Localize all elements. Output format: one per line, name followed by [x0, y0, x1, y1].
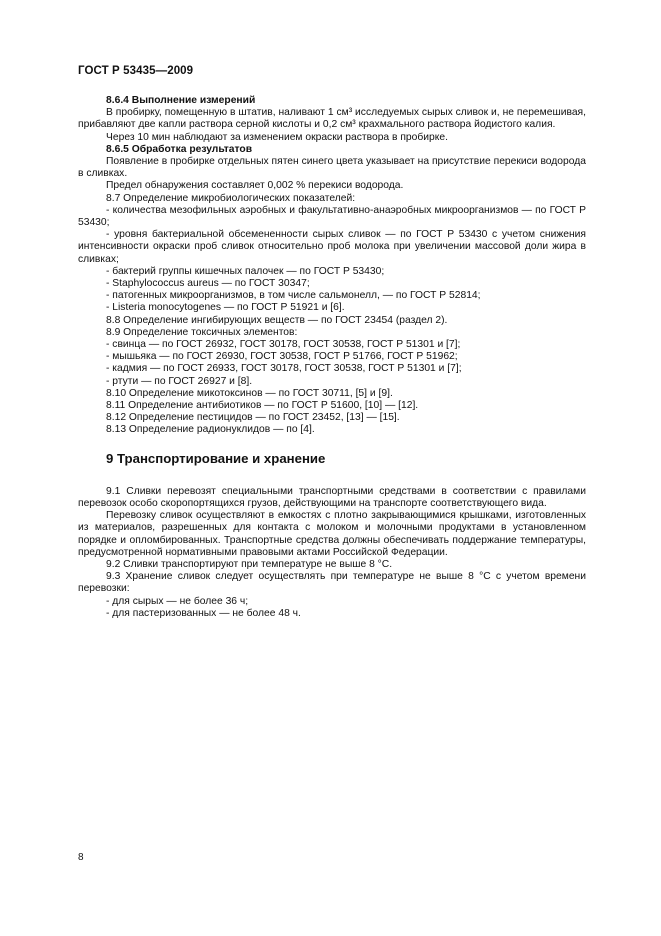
paragraph: Через 10 мин наблюдают за изменением окраски раствора в пробирке.	[106, 131, 448, 143]
paragraph: Предел обнаружения составляет 0,002 % перекиси водорода.	[106, 180, 404, 192]
page-body	[78, 95, 586, 620]
list-item: - количества мезофильных аэробных и факультативно-анаэробных микроорганизмов — по ГОСТ Р 53430;	[78, 204, 586, 229]
list-item: - кадмия — по ГОСТ 26933, ГОСТ 30178, ГОСТ 30538, ГОСТ Р 51301 и [7];	[106, 363, 462, 375]
paragraph: 9.1 Сливки перевозят специальными транспортными средствами в соответствии с правилами перевозок особо скоропортящихся грузов, действующими на транспорте соответствующего вида.	[78, 485, 586, 509]
paragraph: 8.12 Определение пестицидов — по ГОСТ 23452, [13] — [15].	[106, 412, 400, 424]
paragraph: В пробирку, помещенную в штатив, наливают 1 см³ исследуемых сырых сливок и, не перемешивая, прибавляют две капли раствора серной кислоты и 0,2 см³ крахмального раствора йодистого калия.	[78, 107, 586, 131]
paragraph: 9.2 Сливки транспортируют при температуре не выше 8 °С.	[106, 558, 393, 570]
paragraph: 8.7 Определение микробиологических показателей:	[106, 192, 356, 204]
list-item: - Listeria monocytogenes — по ГОСТ Р 51921 и [6].	[106, 302, 345, 314]
paragraph: Перевозку сливок осуществляют в емкостях с плотно закрывающимися крышками, изготовленных из материалов, разрешенных для контакта с молоком и молочными продуктами в установленном порядке и опломбированных. Транспортные средства должны обеспечивать поддержание температуры, предусмотренной нормативными правовыми актами Российской Федерации.	[78, 510, 586, 558]
section-heading: 9 Транспортирование и хранение	[106, 450, 326, 466]
subsection-heading: 8.6.5 Обработка результатов	[106, 143, 253, 155]
list-item: - для пастеризованных — не более 48 ч.	[106, 607, 301, 619]
list-item: - бактерий группы кишечных палочек — по ГОСТ Р 53430;	[106, 265, 385, 277]
paragraph: Появление в пробирке отдельных пятен синего цвета указывает на присутствие перекиси водорода в сливках.	[78, 156, 586, 180]
list-item: - патогенных микроорганизмов, в том числе сальмонелл, — по ГОСТ Р 52814;	[106, 290, 481, 302]
list-item: - мышьяка — по ГОСТ 26930, ГОСТ 30538, ГОСТ Р 51766, ГОСТ Р 51962;	[106, 351, 458, 363]
list-item: - уровня бактериальной обсемененности сырых сливок — по ГОСТ Р 53430 с учетом снижения интенсивности окраски проб сливок относительно проб молока при увеличении массовой доли жира в сливках;	[78, 229, 586, 265]
paragraph: 8.13 Определение радионуклидов — по [4].	[106, 424, 315, 436]
list-item: - свинца — по ГОСТ 26932, ГОСТ 30178, ГОСТ 30538, ГОСТ Р 51301 и [7];	[106, 339, 461, 351]
paragraph: 8.9 Определение токсичных элементов:	[106, 326, 298, 338]
document-header: ГОСТ Р 53435—2009	[78, 65, 194, 77]
paragraph: 8.10 Определение микотоксинов — по ГОСТ 30711, [5] и [9].	[106, 387, 393, 399]
paragraph: 9.3 Хранение сливок следует осуществлять при температуре не выше 8 °С с учетом времени перевозки:	[78, 571, 586, 595]
paragraph: 8.11 Определение антибиотиков — по ГОСТ Р 51600, [10] — [12].	[106, 400, 419, 412]
subsection-heading: 8.6.4 Выполнение измерений	[106, 95, 256, 106]
list-item: - Staphylococcus aureus — по ГОСТ 30347;	[106, 278, 310, 290]
list-item: - ртути — по ГОСТ 26927 и [8].	[106, 375, 253, 387]
list-item: - для сырых — не более 36 ч;	[106, 595, 249, 607]
paragraph: 8.8 Определение ингибирующих веществ — по ГОСТ 23454 (раздел 2).	[106, 314, 448, 326]
page-number: 8	[78, 852, 84, 863]
